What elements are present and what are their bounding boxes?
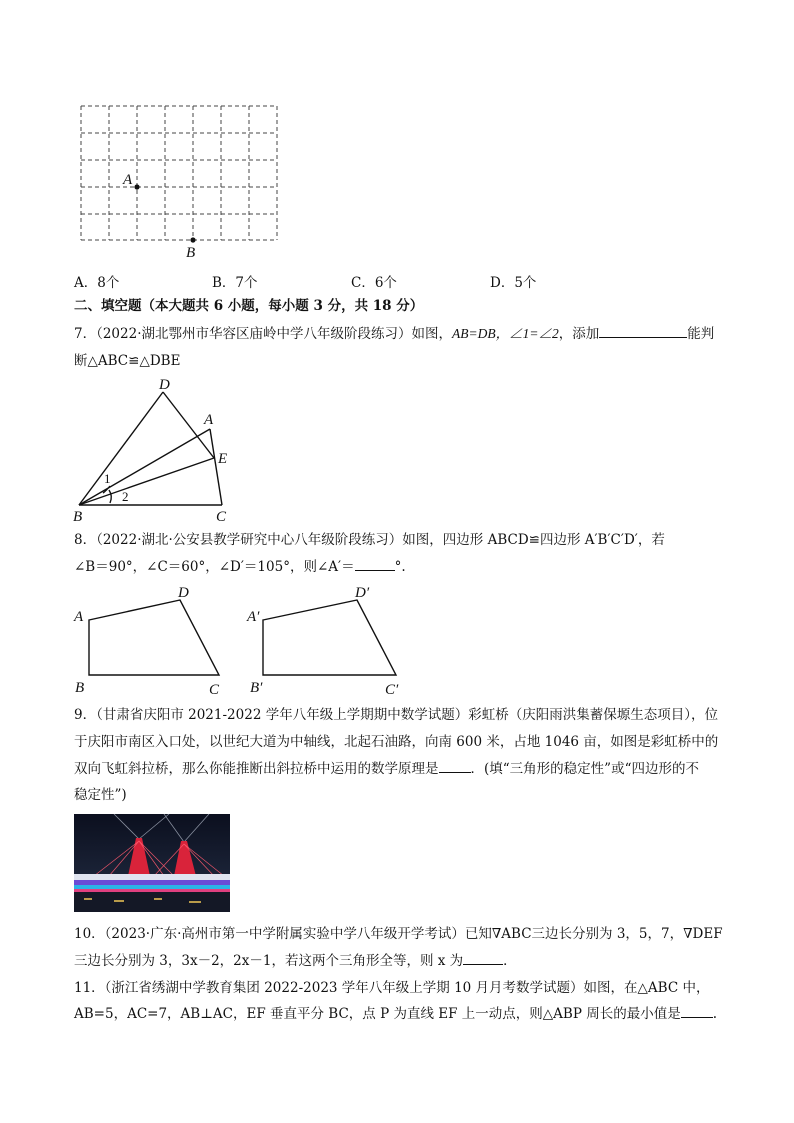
q9-line3-pre: 双向飞虹斜拉桥，那么你能推断出斜拉桥中运用的数学原理是 <box>74 761 439 777</box>
q7-triangle-figure <box>68 372 248 524</box>
q8-label-a-prime: A′ <box>247 609 260 625</box>
q7-label-a: A <box>204 412 214 428</box>
q9-line1: 9．（甘肃省庆阳市 2021-2022 学年八年级上学期期中数学试题）彩虹桥（庆阳雨洪集蓄保塬生态项目），位 <box>74 707 718 723</box>
q9-answer-blank[interactable] <box>439 760 471 773</box>
q6-option-d: D．5个 <box>490 275 537 291</box>
grid-figure <box>70 98 290 260</box>
q7-line1-post: 能判 <box>687 326 715 342</box>
q10-line2-post: ． <box>503 953 517 969</box>
point-b-label: B <box>186 245 196 260</box>
q6-option-a: A．8个 <box>74 275 120 291</box>
q6-option-b: B．7个 <box>212 275 258 291</box>
q10-line2 <box>74 952 517 970</box>
q11-answer-blank[interactable] <box>681 1005 713 1018</box>
q8-label-c: C <box>209 682 220 698</box>
q8-quadrilateral-figures <box>70 580 420 700</box>
q8-label-b: B <box>75 680 85 696</box>
q7-label-b: B <box>73 509 83 524</box>
q6-option-c: C．6个 <box>351 275 397 291</box>
q7-label-e: E <box>218 451 228 467</box>
q10-answer-blank[interactable] <box>463 952 503 965</box>
point-a-label: A <box>123 172 133 188</box>
q11-line2 <box>74 1005 717 1023</box>
section2-heading: 二、填空题（本大题共 6 小题，每小题 3 分，共 18 分） <box>74 298 424 314</box>
q9-line2: 于庆阳市南区入口处，以世纪大道为中轴线，北起石油路，向南 600 米，占地 1046 亩，如图是彩虹桥中的 <box>74 734 719 750</box>
q9-line3-post: ．(填“三角形的稳定性”或“四边形的不 <box>470 761 699 777</box>
q7-line1 <box>74 325 714 343</box>
q8-label-b-prime: B′ <box>250 680 263 696</box>
q10-line1: 10．（2023·广东·高州市第一中学附属实验中学八年级开学考试）已知∇ABC三边长分别为 3，5，7，∇DEF <box>74 926 723 942</box>
q8-label-a: A <box>74 609 84 625</box>
q8-label-d-prime: D′ <box>355 585 370 601</box>
q7-line1-pre: 7．（2022·湖北鄂州市华容区庙岭中学八年级阶段练习）如图， <box>74 326 452 342</box>
q7-angle-2: 2 <box>122 489 129 504</box>
q8-line2 <box>74 558 406 576</box>
q9-line3 <box>74 760 699 778</box>
q11-line2-pre: AB=5，AC=7，AB⊥AC，EF 垂直平分 BC，点 P 为直线 EF 上一动点，则△ABP 周长的最小值是 <box>74 1006 681 1022</box>
q11-line1: 11．（浙江省绣湖中学教育集团 2022-2023 学年八年级上学期 10 月月考数学试题）如图，在△ABC 中， <box>74 980 710 996</box>
q8-label-d: D <box>178 585 189 601</box>
rainbow-bridge-photo <box>74 814 230 912</box>
q7-line1-math: AB=DB，∠1=∠2 <box>452 326 559 341</box>
q7-answer-blank[interactable] <box>599 325 687 338</box>
point-a-dot <box>134 184 139 189</box>
q9-line4: 稳定性”) <box>74 787 127 803</box>
q7-line2: 断△ABC≌△DBE <box>74 353 181 369</box>
q10-line2-pre: 三边长分别为 3，3x－2，2x－1，若这两个三角形全等，则 x 为 <box>74 953 464 969</box>
q8-answer-blank[interactable] <box>355 558 395 571</box>
q8-line1: 8．（2022·湖北·公安县教学研究中心八年级阶段练习）如图，四边形 ABCD≌四边形 A′B′C′D′，若 <box>74 532 665 548</box>
q7-line1-mid: ，添加 <box>558 326 600 342</box>
q7-angle-1: 1 <box>104 471 111 486</box>
q8-line2-post: °. <box>394 559 406 575</box>
q7-label-d: D <box>159 377 170 393</box>
q11-line2-post: . <box>712 1006 717 1022</box>
q8-label-c-prime: C′ <box>385 682 399 698</box>
q8-line2-pre: ∠B＝90°，∠C＝60°，∠D′＝105°，则∠A′＝ <box>74 559 355 575</box>
point-b-dot <box>190 237 195 242</box>
q7-label-c: C <box>216 509 227 524</box>
